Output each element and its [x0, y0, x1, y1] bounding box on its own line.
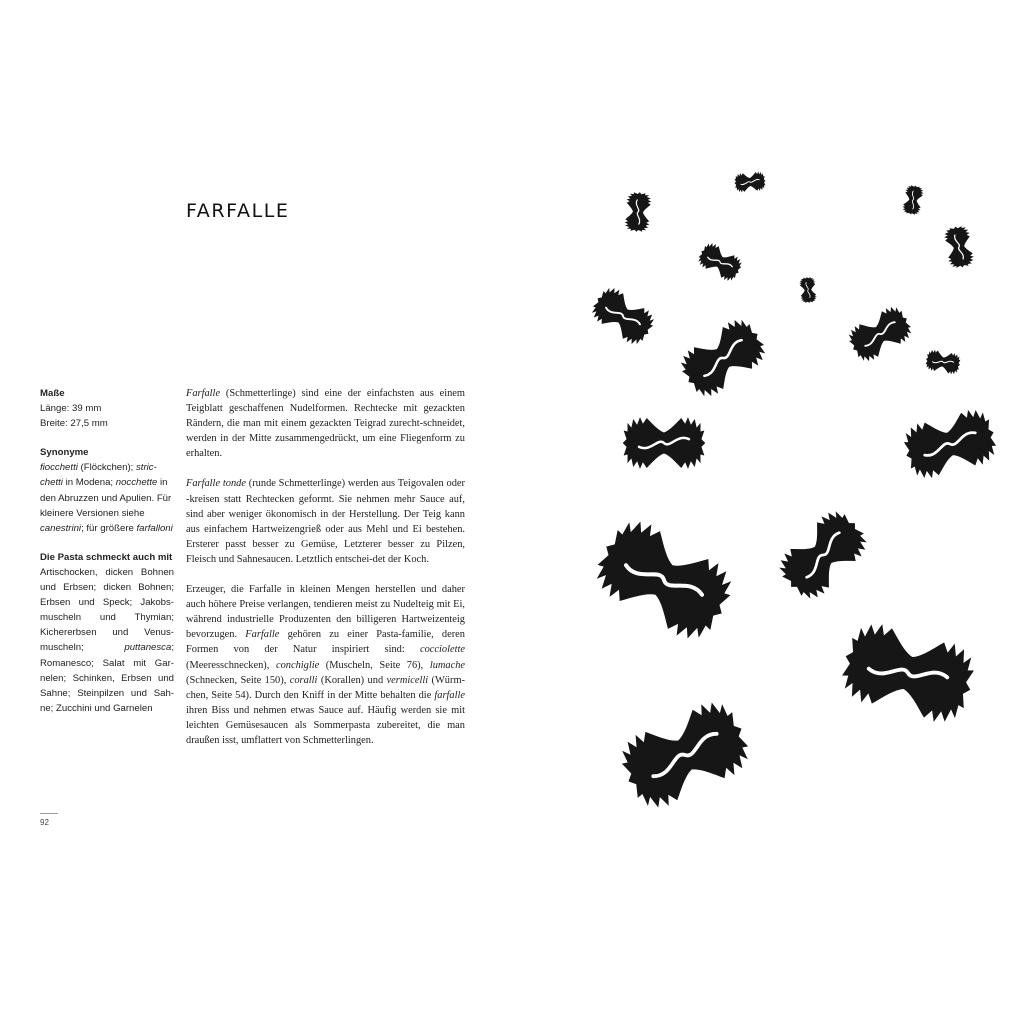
farfalle-body	[612, 693, 758, 810]
dimensions-heading: Maße	[40, 388, 65, 399]
farfalle-piece	[612, 693, 758, 810]
synonyms-text: fiocchetti (Flöckchen); stric-chetti in Modena; nocchette in den Abruzzen und Apulien. Für kleinere Versionen siehe canestrini; für größere farfalloni	[40, 462, 173, 534]
farfalle-illustration	[560, 150, 1020, 810]
body-paragraph: Farfalle tonde (runde Schmetterlinge) werden aus Teigovalen oder -kreisen statt Rechtecken geformt. Sie nehmen mehr Sauce auf, sind aber weniger ökonomisch in der Herstellung. Der Teig kann aus einfachem Hartweizengrieß oder aus Mehl und Ei bestehen. Ersterer passt besser zu Gemüse, Letzterer besser zu Pilzen, Fleisch und Sahnesaucen. Letztlich entschei-det der Koch.	[186, 478, 465, 565]
body-text	[186, 386, 465, 763]
farfalle-piece	[899, 405, 1001, 483]
farfalle-piece	[924, 348, 962, 375]
length-line: Länge: 39 mm	[40, 403, 102, 415]
pairings-block	[40, 550, 174, 716]
folio-rule	[40, 813, 58, 814]
page-title: FARFALLE	[186, 200, 290, 222]
synonyms-heading: Synonyme	[40, 447, 89, 459]
pairings-text: Artischocken, dicken Bohnen und Erbsen; dicken Bohnen; Erbsen und Speck; Jakobs-muscheln und Thymian; Kichererbsen und Venus-muscheln; puttanesca; Romanesco; Salat mit Gar-nelen; Schinken, Erbsen und Sahne; Steinpilzen und Sah-ne; Zucchini und Garnelen	[40, 566, 174, 714]
farfalle-piece	[799, 276, 817, 303]
farfalle-piece	[901, 184, 924, 216]
farfalle-piece	[585, 510, 742, 649]
farfalle-piece	[843, 302, 916, 367]
farfalle-piece	[623, 417, 706, 469]
dimensions-block	[40, 386, 174, 431]
farfalle-piece	[586, 282, 659, 349]
page-number: 92	[40, 818, 49, 827]
farfalle-piece	[624, 191, 652, 233]
body-paragraph: Erzeuger, die Farfalle in kleinen Mengen herstellen und daher auch höhere Preise verlangen, tendieren meist zu Nudelteig mit Ei, während industrielle Produzenten den billigeren Hartweizenteig bevorzugen. Farfalle gehören zu einer Pasta-familie, deren Formen von der Natur inspiriert sind: cocciolette (Meeresschnecken), conchiglie (Muscheln, Seite 76), lumache (Schnecken, Seite 150), coralli (Korallen) und vermicelli (Würm-chen, Seite 54). Durch den Kniff in der Mitte behalten die farfalle ihren Biss und nehmen etwas Sauce auf. Häufig werden sie mit leichten Gemüsesaucen als Sommerpasta zubereitet, die man draußen isst, umflattert von Schmetterlingen.	[186, 584, 466, 746]
width-line: Breite: 27,5 mm	[40, 418, 108, 430]
farfalle-piece	[734, 171, 767, 193]
pairings-heading: Die Pasta schmeckt auch mit	[40, 551, 173, 563]
farfalle-piece	[673, 312, 772, 404]
body-paragraph: Farfalle (Schmetterlinge) sind eine der einfachsten aus einem Teigblatt geschaffenen Nudelformen. Rechtecke mit gezackten Rändern, die man mit einem gezackten Teigrad zurecht-schneidet, werden in der Mitte zusammengedrückt, um eine Fliegenform zu erhalten.	[186, 388, 465, 460]
farfalle-piece	[835, 617, 981, 729]
farfalle-piece	[771, 503, 875, 607]
info-sidebar	[40, 386, 174, 730]
farfalle-piece	[943, 224, 976, 269]
farfalle-piece	[695, 240, 746, 285]
synonyms-block	[40, 445, 174, 536]
